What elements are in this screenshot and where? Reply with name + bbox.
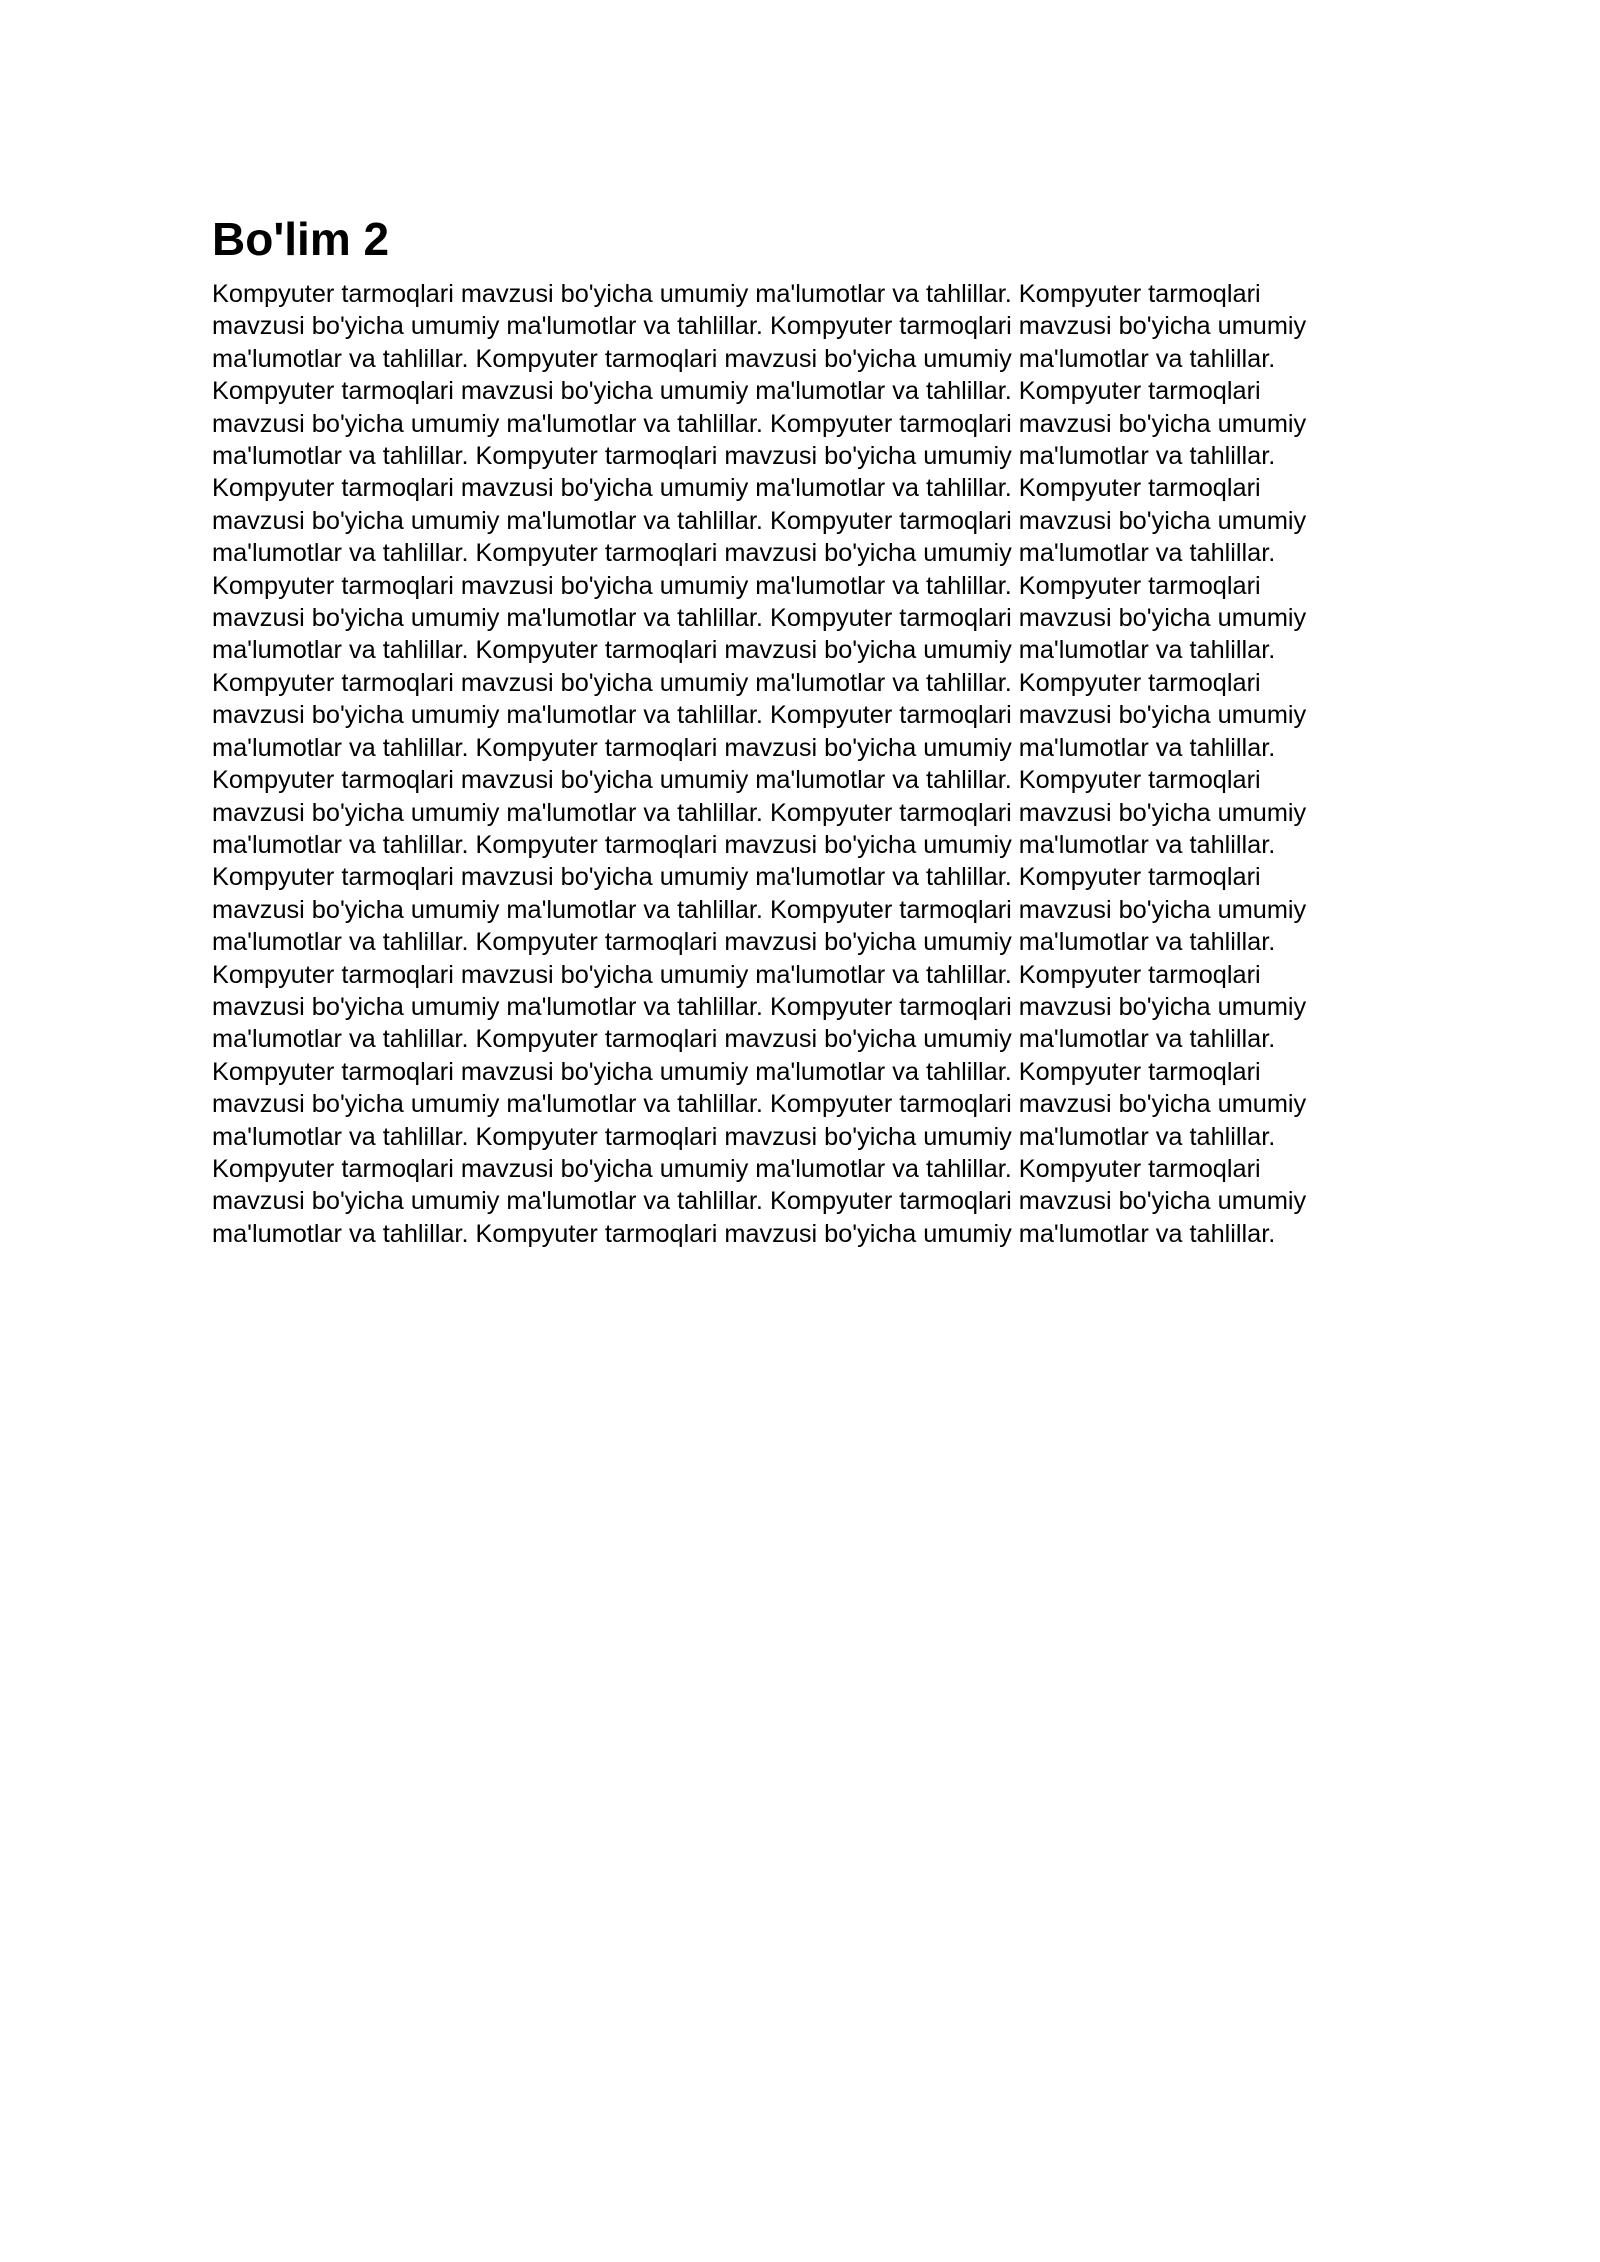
paragraph-line: Kompyuter tarmoqlari mavzusi bo'yicha umumiy ma'lumotlar va tahlillar. Kompyuter tarmoqlari — [212, 1057, 1261, 1086]
paragraph-line: mavzusi bo'yicha umumiy ma'lumotlar va tahlillar. Kompyuter tarmoqlari mavzusi bo'yicha umumiy — [212, 798, 1307, 827]
paragraph-line: ma'lumotlar va tahlillar. Kompyuter tarmoqlari mavzusi bo'yicha umumiy ma'lumotlar va tahlillar. — [212, 1122, 1276, 1151]
paragraph-line: ma'lumotlar va tahlillar. Kompyuter tarmoqlari mavzusi bo'yicha umumiy ma'lumotlar va tahlillar. — [212, 344, 1276, 373]
paragraph-line: Kompyuter tarmoqlari mavzusi bo'yicha umumiy ma'lumotlar va tahlillar. Kompyuter tarmoqlari — [212, 1154, 1261, 1183]
paragraph-line: mavzusi bo'yicha umumiy ma'lumotlar va tahlillar. Kompyuter tarmoqlari mavzusi bo'yicha umumiy — [212, 409, 1307, 438]
paragraph-line: Kompyuter tarmoqlari mavzusi bo'yicha umumiy ma'lumotlar va tahlillar. Kompyuter tarmoqlari — [212, 474, 1261, 503]
paragraph-line: Kompyuter tarmoqlari mavzusi bo'yicha umumiy ma'lumotlar va tahlillar. Kompyuter tarmoqlari — [212, 668, 1261, 697]
paragraph-line: ma'lumotlar va tahlillar. Kompyuter tarmoqlari mavzusi bo'yicha umumiy ma'lumotlar va tahlillar. — [212, 733, 1276, 762]
paragraph-line: mavzusi bo'yicha umumiy ma'lumotlar va tahlillar. Kompyuter tarmoqlari mavzusi bo'yicha umumiy — [212, 701, 1307, 730]
paragraph-line: Kompyuter tarmoqlari mavzusi bo'yicha umumiy ma'lumotlar va tahlillar. Kompyuter tarmoqlari — [212, 960, 1261, 989]
paragraph-line: mavzusi bo'yicha umumiy ma'lumotlar va tahlillar. Kompyuter tarmoqlari mavzusi bo'yicha umumiy — [212, 895, 1307, 924]
paragraph-line: ma'lumotlar va tahlillar. Kompyuter tarmoqlari mavzusi bo'yicha umumiy ma'lumotlar va tahlillar. — [212, 928, 1276, 957]
paragraph-line: Kompyuter tarmoqlari mavzusi bo'yicha umumiy ma'lumotlar va tahlillar. Kompyuter tarmoqlari — [212, 377, 1261, 406]
paragraph-line: Kompyuter tarmoqlari mavzusi bo'yicha umumiy ma'lumotlar va tahlillar. Kompyuter tarmoqlari — [212, 766, 1261, 795]
page-content — [212, 210, 1392, 1250]
paragraph-line: mavzusi bo'yicha umumiy ma'lumotlar va tahlillar. Kompyuter tarmoqlari mavzusi bo'yicha umumiy — [212, 312, 1307, 341]
paragraph-line: mavzusi bo'yicha umumiy ma'lumotlar va tahlillar. Kompyuter tarmoqlari mavzusi bo'yicha umumiy — [212, 506, 1307, 535]
paragraph-line: ma'lumotlar va tahlillar. Kompyuter tarmoqlari mavzusi bo'yicha umumiy ma'lumotlar va tahlillar. — [212, 1025, 1276, 1054]
paragraph-line: ma'lumotlar va tahlillar. Kompyuter tarmoqlari mavzusi bo'yicha umumiy ma'lumotlar va tahlillar. — [212, 1219, 1276, 1248]
paragraph-line: Kompyuter tarmoqlari mavzusi bo'yicha umumiy ma'lumotlar va tahlillar. Kompyuter tarmoqlari — [212, 571, 1261, 600]
section-heading: Bo'lim 2 — [212, 213, 390, 265]
body-paragraph — [212, 278, 1392, 1250]
paragraph-line: ma'lumotlar va tahlillar. Kompyuter tarmoqlari mavzusi bo'yicha umumiy ma'lumotlar va tahlillar. — [212, 830, 1276, 859]
paragraph-line: ma'lumotlar va tahlillar. Kompyuter tarmoqlari mavzusi bo'yicha umumiy ma'lumotlar va tahlillar. — [212, 539, 1276, 568]
paragraph-line: mavzusi bo'yicha umumiy ma'lumotlar va tahlillar. Kompyuter tarmoqlari mavzusi bo'yicha umumiy — [212, 604, 1307, 633]
paragraph-line: ma'lumotlar va tahlillar. Kompyuter tarmoqlari mavzusi bo'yicha umumiy ma'lumotlar va tahlillar. — [212, 636, 1276, 665]
paragraph-line: ma'lumotlar va tahlillar. Kompyuter tarmoqlari mavzusi bo'yicha umumiy ma'lumotlar va tahlillar. — [212, 442, 1276, 471]
paragraph-line: mavzusi bo'yicha umumiy ma'lumotlar va tahlillar. Kompyuter tarmoqlari mavzusi bo'yicha umumiy — [212, 1187, 1307, 1216]
paragraph-line: mavzusi bo'yicha umumiy ma'lumotlar va tahlillar. Kompyuter tarmoqlari mavzusi bo'yicha umumiy — [212, 992, 1307, 1021]
paragraph-line: Kompyuter tarmoqlari mavzusi bo'yicha umumiy ma'lumotlar va tahlillar. Kompyuter tarmoqlari — [212, 280, 1261, 308]
paragraph-line: mavzusi bo'yicha umumiy ma'lumotlar va tahlillar. Kompyuter tarmoqlari mavzusi bo'yicha umumiy — [212, 1090, 1307, 1119]
paragraph-line: Kompyuter tarmoqlari mavzusi bo'yicha umumiy ma'lumotlar va tahlillar. Kompyuter tarmoqlari — [212, 863, 1261, 892]
